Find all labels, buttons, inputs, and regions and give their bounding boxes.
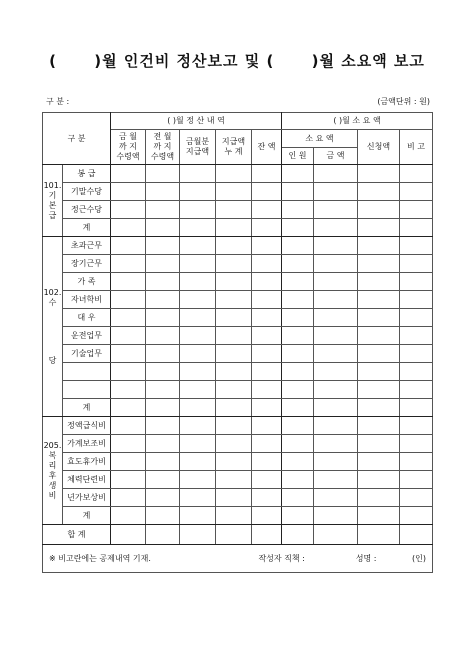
settlement-group-header: ( )월 정 산 내 역 <box>111 113 282 130</box>
gubun-header: 구 분 <box>43 113 111 165</box>
row-label: 대 우 <box>63 309 111 327</box>
col-this-month-received: 금 월 까 지 수령액 <box>111 130 146 165</box>
col-required-group: 소 요 액 <box>282 130 358 148</box>
page-title: ( )월 인건비 정산보고 및 ( )월 소요액 보고 <box>49 52 425 70</box>
row-label: 자녀학비 <box>63 291 111 309</box>
section-allowance-label: 102. 수 당 <box>43 237 63 417</box>
row-label: 가 족 <box>63 273 111 291</box>
report-table <box>42 112 433 573</box>
row-label: 기말수당 <box>63 183 111 201</box>
row-label: 년가보상비 <box>63 489 111 507</box>
author-name-label: 성명 : <box>355 553 377 563</box>
row-label: 초과근무 <box>63 237 111 255</box>
row-label: 체력단련비 <box>63 471 111 489</box>
seal-label: (인) <box>412 553 427 563</box>
author-title-label: 작성자 직책 : <box>258 553 305 563</box>
row-label: 기술업무 <box>63 345 111 363</box>
row-label: 정근수당 <box>63 201 111 219</box>
row-subtotal-label: 계 <box>63 219 111 237</box>
col-balance: 잔 액 <box>252 130 282 165</box>
row-label: 효도휴가비 <box>63 453 111 471</box>
col-this-month-paid: 금월분 지급액 <box>180 130 216 165</box>
col-headcount: 인 원 <box>282 148 314 165</box>
row-label-blank <box>63 381 111 399</box>
col-prev-month-received: 전 월 까 지 수령액 <box>146 130 180 165</box>
col-paid-cumulative: 지급액 누 계 <box>216 130 252 165</box>
row-subtotal-label: 계 <box>63 507 111 525</box>
section-welfare-label: 205. 복 리 후 생 비 <box>43 417 63 525</box>
footer-row <box>43 545 433 573</box>
col-requested: 신청액 <box>358 130 400 165</box>
col-amount: 금 액 <box>314 148 358 165</box>
row-label-blank <box>63 363 111 381</box>
col-remarks: 비 고 <box>400 130 433 165</box>
row-subtotal-label: 계 <box>63 399 111 417</box>
row-label: 정액급식비 <box>63 417 111 435</box>
budget-group-header: ( )월 소 요 액 <box>282 113 433 130</box>
grand-total-label: 합 계 <box>43 525 111 545</box>
row-label: 가계보조비 <box>63 435 111 453</box>
unit-label: (금액단위 : 원) <box>377 97 430 106</box>
row-label: 장기근무 <box>63 255 111 273</box>
row-label: 운전업무 <box>63 327 111 345</box>
section-basic-label: 101. 기 본 급 <box>43 165 63 237</box>
footer-signature <box>258 554 426 564</box>
footer-note: ※ 비고란에는 공제내역 기재. <box>49 553 151 563</box>
row-label: 봉 급 <box>63 165 111 183</box>
category-label: 구 분 : <box>46 97 70 106</box>
